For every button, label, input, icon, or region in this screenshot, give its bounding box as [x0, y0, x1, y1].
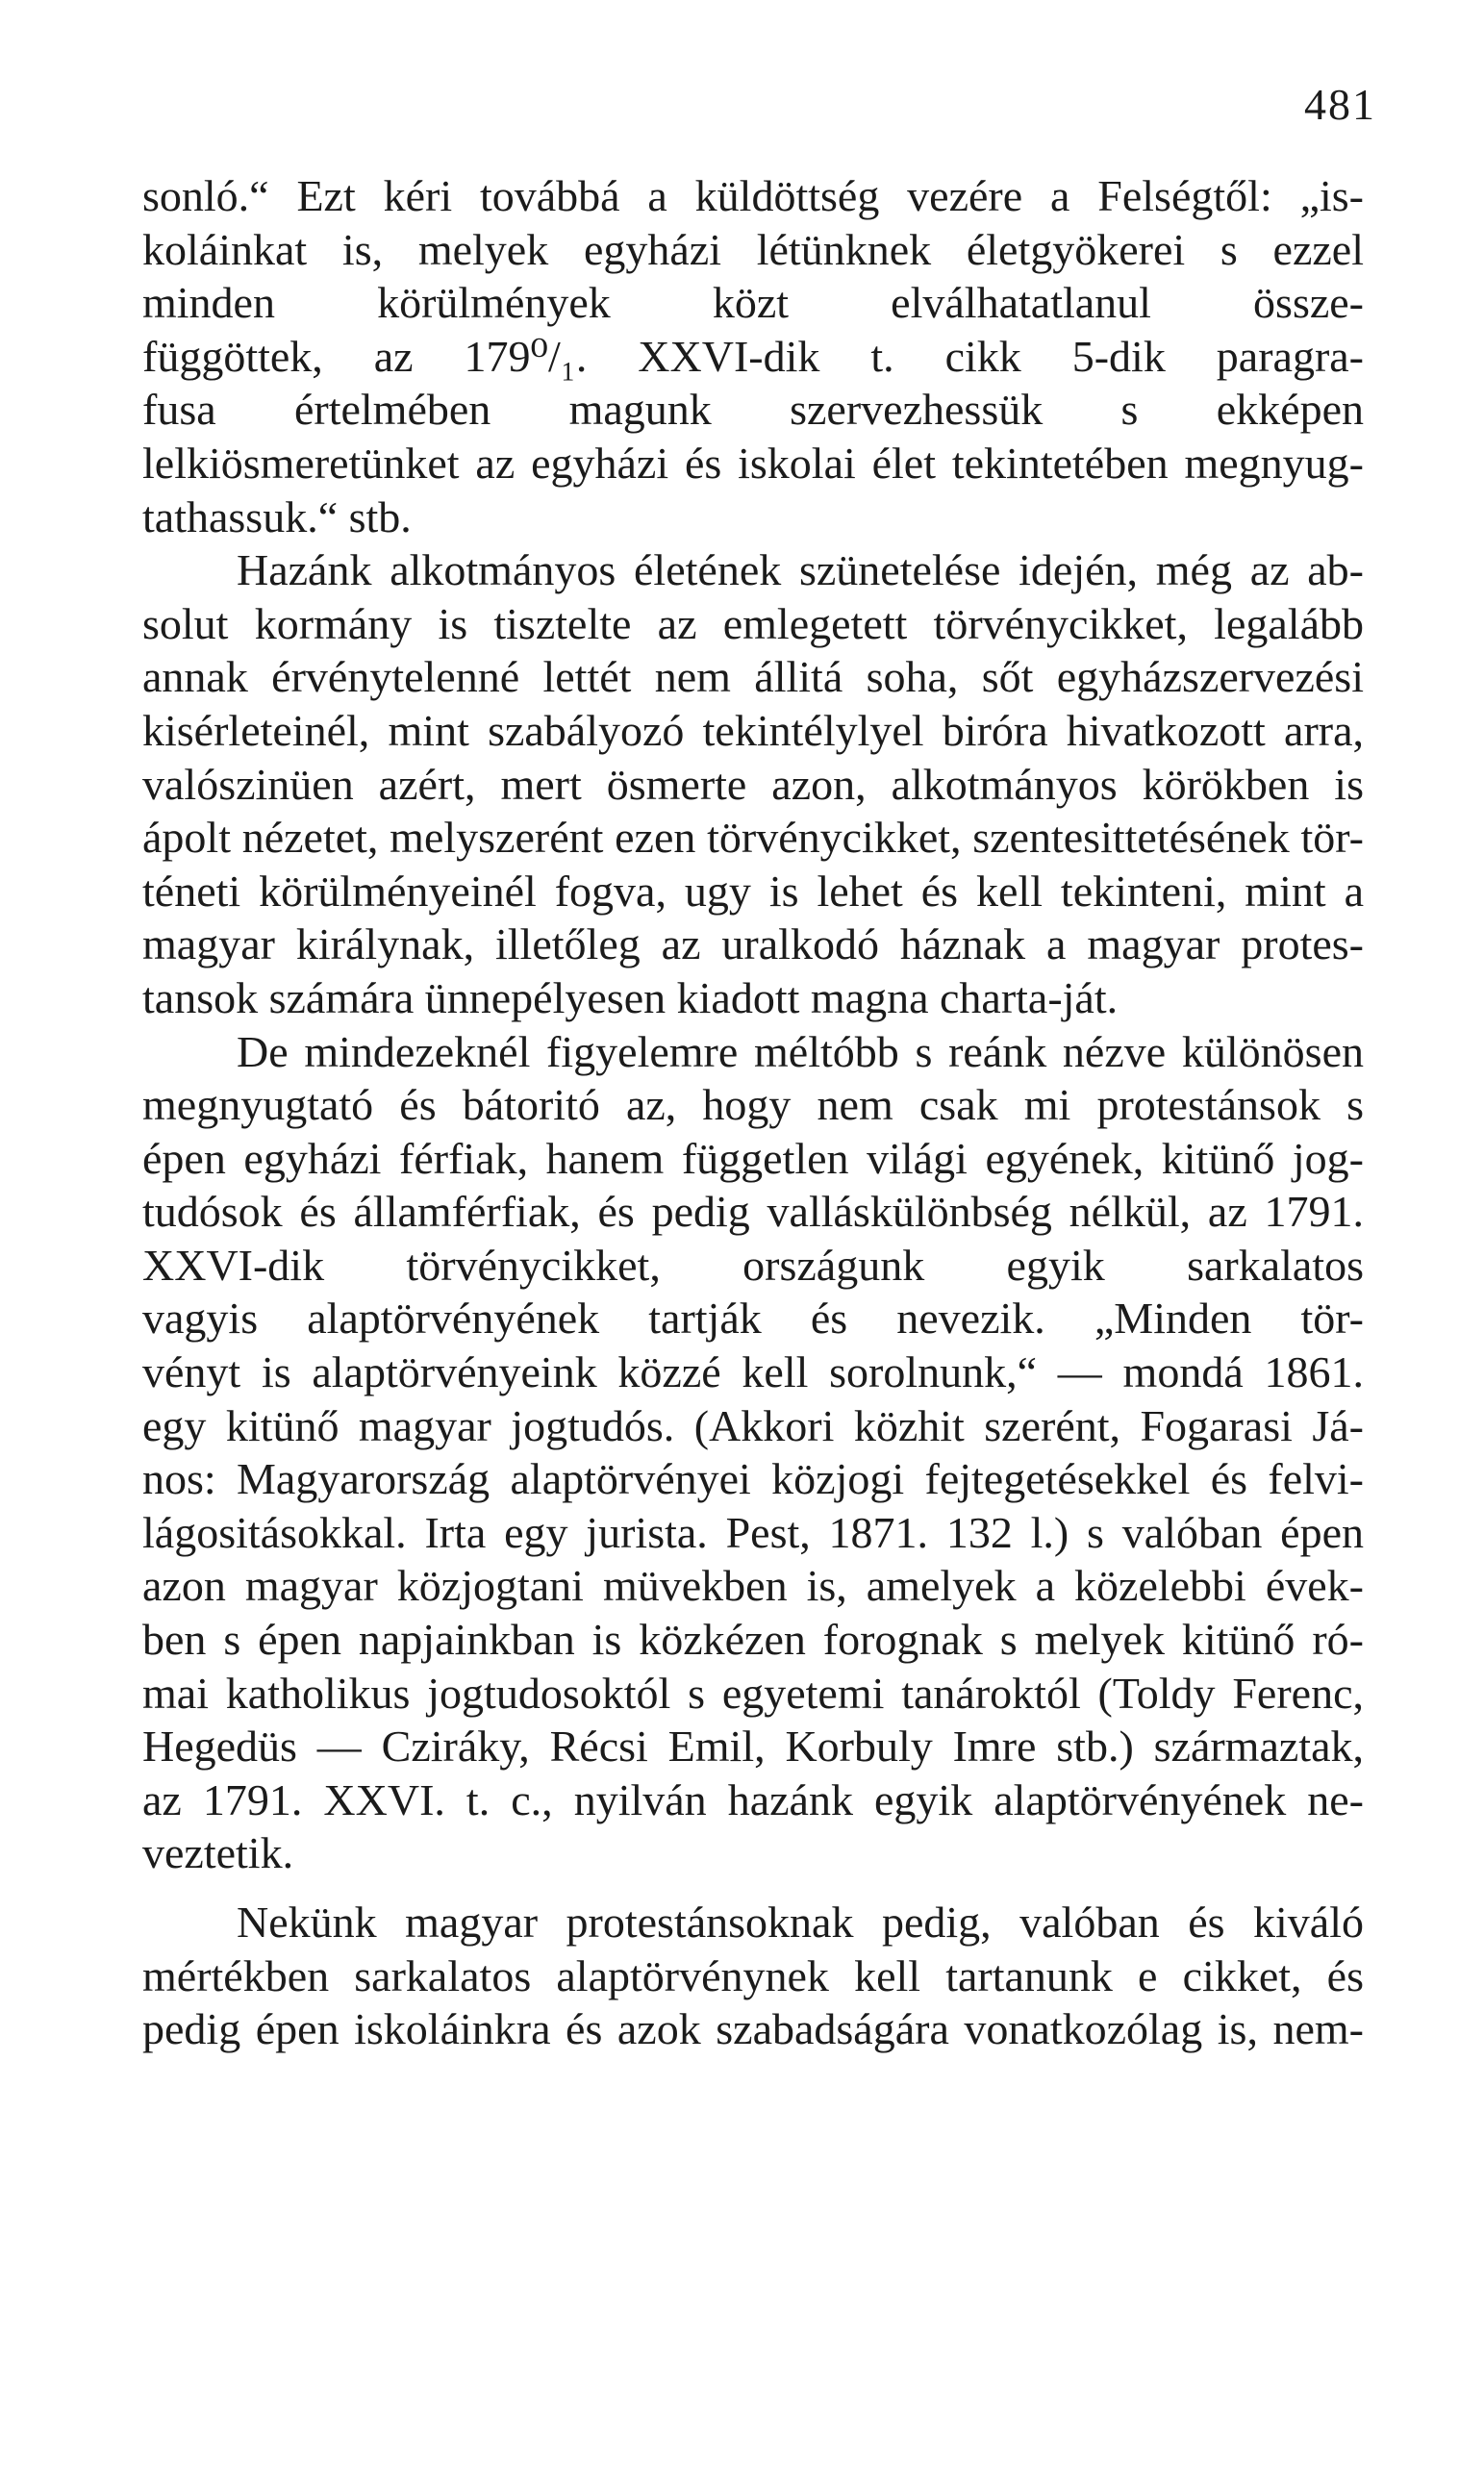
text-line: mai katholikus jogtudosoktól s egyetemi tanároktól (Toldy Ferenc, [142, 1668, 1364, 1718]
text-line: megnyugtató és bátoritó az, hogy nem csak mi protestánsok s [142, 1080, 1364, 1130]
paragraph [142, 1896, 1364, 2056]
text-line: Hegedüs — Cziráky, Récsi Emil, Korbuly Imre stb.) származtak, [142, 1722, 1364, 1772]
text-line: sonló.“ Ezt kéri továbbá a küldöttség vezére a Felségtől: „is- [142, 171, 1364, 220]
text-line: tansok számára ünnepélyesen kiadott magna charta-ját. [142, 972, 1119, 1022]
text-line: fusa értelmében magunk szervezhessük s ekképen [142, 385, 1364, 435]
text-line: lágositásokkal. Irta egy jurista. Pest, 1871. 132 l.) s valóban épen [142, 1507, 1364, 1557]
text-line: minden körülmények közt elválhatatlanul össze- [142, 278, 1364, 328]
text-line: ápolt nézetet, melyszerént ezen törvénycikket, szentesittetésének tör- [142, 813, 1364, 863]
text-line: függöttek, az 179⁰/₁. XXVI-dik t. cikk 5-dik paragra- [142, 331, 1364, 381]
text-line: azon magyar közjogtani müvekben is, amelyek a közelebbi évek- [142, 1561, 1364, 1611]
text-line: vényt is alaptörvényeink közzé kell sorolnunk,“ — mondá 1861. [142, 1347, 1364, 1397]
text-line: épen egyházi férfiak, hanem független világi egyének, kitünő jog- [142, 1133, 1364, 1183]
text-line: mértékben sarkalatos alaptörvénynek kell tartanunk e cikket, és [142, 1950, 1364, 2000]
text-line: az 1791. XXVI. t. c., nyilván hazánk egyik alaptörvényének ne- [142, 1774, 1364, 1824]
text-line: annak érvénytelenné lettét nem állitá soha, sőt egyházszervezési [142, 652, 1364, 702]
text-line: tudósok és államférfiak, és pedig valláskülönbség nélkül, az 1791. [142, 1187, 1364, 1237]
text-line: magyar királynak, illetőleg az uralkodó háznak a magyar protes- [142, 919, 1364, 969]
paragraph [142, 169, 1364, 543]
text-line: nos: Magyarország alaptörvényei közjogi fejtegetésekkel és felvi- [142, 1454, 1364, 1504]
text-line: De mindezeknél figyelemre méltóbb s reánk nézve különösen [237, 1026, 1364, 1076]
paragraph [142, 1025, 1364, 1881]
page-number: 481 [1304, 80, 1376, 129]
text-line: Hazánk alkotmányos életének szünetelése idején, még az ab- [237, 545, 1364, 595]
text-line: tathassuk.“ stb. [142, 491, 412, 541]
text-line: valószinüen azért, mert ösmerte azon, alkotmányos körökben is [142, 759, 1364, 809]
text-line: kisérleteinél, mint szabályozó tekintélylyel biróra hivatkozott arra, [142, 705, 1364, 755]
body-text [142, 169, 1364, 2056]
text-line: ben s épen napjainkban is közkézen forognak s melyek kitünő ró- [142, 1615, 1364, 1665]
text-line: pedig épen iskoláinkra és azok szabadságára vonatkozólag is, nem- [142, 2004, 1364, 2054]
text-line: vagyis alaptörvényének tartják és nevezik. „Minden tör- [142, 1294, 1364, 1344]
text-line: Nekünk magyar protestánsoknak pedig, valóban és kiváló [237, 1898, 1364, 1947]
text-line: solut kormány is tisztelte az emlegetett törvénycikket, legalább [142, 598, 1364, 648]
text-line: egy kitünő magyar jogtudós. (Akkori közhit szerént, Fogarasi Já- [142, 1400, 1364, 1450]
text-line: lelkiösmeretünket az egyházi és iskolai élet tekintetében megnyug- [142, 438, 1364, 488]
text-line: koláinkat is, melyek egyházi létünknek életgyökerei s ezzel [142, 224, 1364, 274]
text-line: XXVI-dik törvénycikket, országunk egyik sarkalatos [142, 1240, 1364, 1290]
paragraph [142, 543, 1364, 1024]
text-line: veztetik. [142, 1828, 294, 1878]
text-line: téneti körülményeinél fogva, ugy is lehet és kell tekinteni, mint a [142, 866, 1364, 916]
